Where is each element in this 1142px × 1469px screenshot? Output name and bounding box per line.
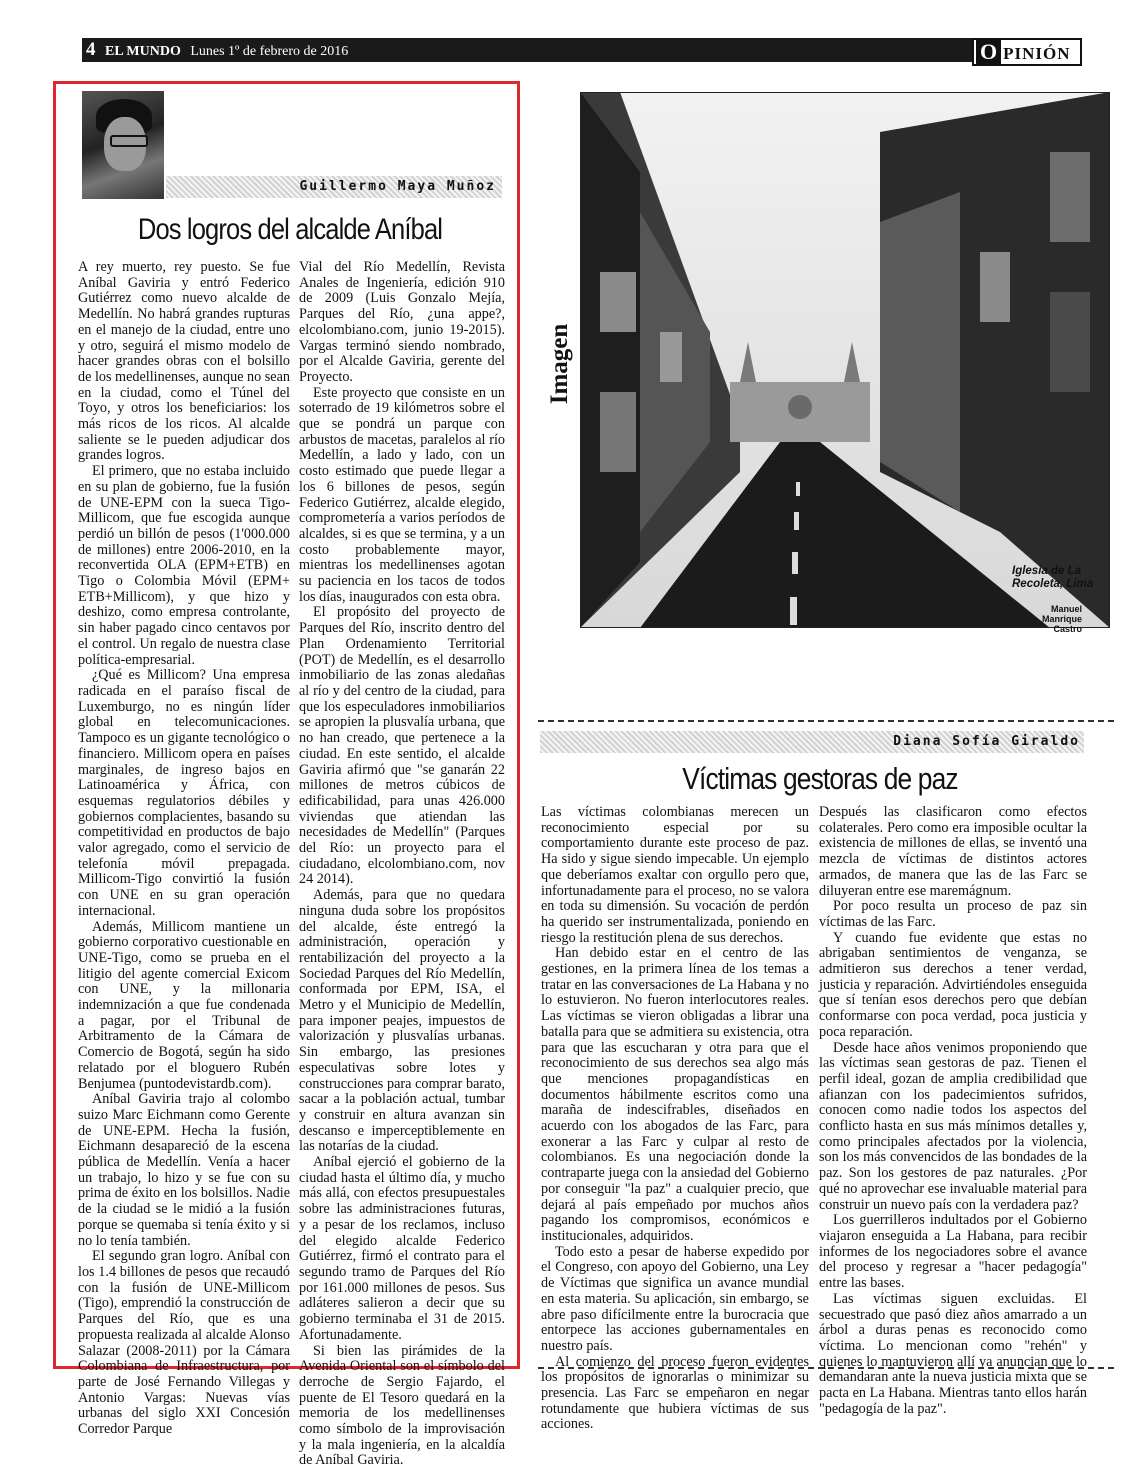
article-column [541, 805, 809, 1433]
paragraph: El segundo gran logro. Aníbal con los 1.4 billones de pesos que recaudó con la fusión de UNE-Millicom (Tigo), emprendió la construcción de Parques del Río, que es una propuesta realizada al alcalde Alonso Salazar (2008-2011) por la Cámara Colombiana de Infraestructura, por parte de José Fernando Villegas y Antonio Vargas: Nuevas vías urbanas del siglo XXI Concesión Corredor Parque [78, 1248, 290, 1438]
image-section-label [540, 310, 580, 420]
page-number: 4 [86, 39, 96, 60]
image-label-text: Imagen [546, 323, 573, 405]
paragraph: Las víctimas colombianas merecen un reconocimiento especial por su comportamiento durante este proceso de paz. Ha sido y sigue siendo impecable. Un ejemplo que deberíamos exaltar con orgullo pero que, infortunadamente para el proceso, no se valora en toda su dimensión. Su vocación de perdón ha querido ser instrumentalizada, poniendo en riesgo la restitución plena de sus derechos. [541, 804, 809, 946]
paragraph: Además, Millicom mantiene un gobierno corporativo cuestionable en UNE-Tigo, como se prueba en el litigio del agente comercial Exicom con UNE, y la millonaria indemnización a que fue condenada a pagar, por el Tribunal de Arbitramento de la Cámara de Comercio de Bogotá, según ha sido relatado por el bloguero Rubén Benjumea (puntodevistardb.com). [78, 918, 290, 1092]
paragraph: Y cuando fue evidente que estas no abrigaban sentimientos de venganza, se admitieron sus derechos a tener verdad, justicia y reparación. Advirtiéndoles enseguida que sí tenían esos derechos pero que debían conformarse con poca verdad, poca justicia y poca reparación. [819, 929, 1087, 1040]
paragraph: El primero, que no estaba incluido en su plan de gobierno, fue la fusión de UNE-EPM con la sueca Tigo-Millicom, que fue escogida aunque perdió un billón de pesos (1'000.000 de millones) entre 2006-2010, en la reconvertida OLA (EPM+ETB) en Tigo o Colombia Móvil (EPM+ ETB+Millicom), y que hizo y deshizo, como empresa controlante, sin haber pagado cinco centavos por el control. Un regalo de nuestra clase política-empresarial. [78, 463, 290, 668]
header-info [86, 40, 348, 62]
paragraph: Desde hace años venimos proponiendo que las víctimas sean gestoras de paz. Tienen el perfil ideal, gozan de amplia credibilidad que afianzan con los padecimientos sufridos, conocen como nadie todos los aspectos del conflicto hasta en sus más mínimos detalles y, como principales afectados por la violencia, son los más convencidos de las bondades de la paz. Son los gestores de paz naturales. ¿Por qué no aprovechar ese invaluable material para construir un nuevo país con la verdadera paz? [819, 1039, 1087, 1213]
paragraph: Aníbal ejerció el gobierno de la ciudad hasta el último día, y mucho más allá, con efectos presupuestales sobre las administraciones futuras, y a pesar de los reclamos, incluso del elegido alcalde Federico Gutiérrez, firmó el contrato para el segundo tramo de Parques del Río por 161.000 millones de pesos. Sus adláteres salieron a decir que su gobierno terminaba el 31 de 2015. Afortunadamente. [299, 1154, 505, 1343]
paragraph: Los guerrilleros indultados por el Gobierno viajaron enseguida a La Habana, para recibir informes de los negociadores sobre el avance del proceso y regresar a "hacer pedagogía" entre las bases. [819, 1212, 1087, 1292]
article-column [78, 260, 290, 1438]
divider [538, 720, 1114, 722]
street-photo [580, 92, 1110, 628]
article-column [299, 260, 505, 1469]
paragraph: Si bien las pirámides de la Avenida Oriental son el símbolo del derroche de Sergio Fajardo, el puente de El Tesoro quedará en la memoria de los medellinenses como símbolo de la improvisación y la mala ingeniería, en la alcaldía de Aníbal Gaviria. [299, 1342, 505, 1469]
paragraph: Por poco resulta un proceso de paz sin víctimas de las Farc. [819, 898, 1087, 930]
paragraph: El propósito del proyecto de Parques del Río, inscrito dentro del Plan Ordenamiento Territorial (POT) de Medellín, es el desarrollo inmobiliario de las zonas aledañas al río y del centro de la ciudad, para que los especuladores inmobiliarios se apropien la plusvalía urbana, que no han creado, que pertenece a la ciudad. En este sentido, el alcalde Gaviria afirmó que "se ganarán 22 millones de metros cúbicos de edificabilidad, para unas 426.000 viviendas que atiendan las necesidades de Medellín" (Parques del Río: un proyecto para el ciudadano, elcolombiano.com, nov 24 2014). [299, 604, 505, 888]
author-name: Guillermo Maya Muñoz [299, 179, 496, 194]
section-rest: PINIÓN [1003, 44, 1071, 63]
paragraph: Aníbal Gaviria trajo al colombo suizo Marc Eichmann como Gerente de UNE-EPM. Hecha la fusión, Eichmann desapareció de la escena pública de Medellín. Venía a hacer un trabajo, lo hizo y se fue con su prima de éxito en los bolsillos. Nadie de la ciudad se le midió a la fusión porque se quemaba si tenía éxito y si no lo tenía también. [78, 1091, 290, 1249]
photo-credit: Manuel Manrique Castro [1041, 604, 1082, 634]
paragraph: Al comienzo del proceso fueron evidentes los propósitos de ignorarlas o minimizar su presencia. Las Farc se empeñaron en negar rotundamente que hubiera víctimas de sus acciones. [541, 1353, 809, 1433]
paragraph: Han debido estar en el centro de las gestiones, en la primera línea de los temas a tratar en las conversaciones de La Habana y no lo estuvieron. No fueron interlocutores reales. Las víctimas se vieron obligadas a librar una batalla para que se admitiera su existencia, otra para que las escucharan y otra para que el reconocimiento de sus derechos sea algo más que menciones propagandísticas en documentos hábilmente escritos como una maraña de indescifrables, diseñados en acuerdo con los abogados de las Farc, para exonerar a las Farc y culpar al resto de colombianos. Es una negociación donde la contraparte juega con la ansiedad del Gobierno por conseguir "la paz" a cualquier precio, que dejará al país empeñado por muchos años pagando los compromisos, económicos e institucionales, adquiridos. [541, 945, 809, 1244]
article-column [819, 805, 1087, 1417]
paragraph: Este proyecto que consiste en un soterrado de 19 kilómetros sobre el que se pondrá un parque con arbustos de macetas, paralelos al río Medellín, a lado y lado, con un costo estimado que puede llegar a los 6 billones de pesos, según Federico Gutiérrez, alcalde elegido, comprometería a varios períodos de alcaldes, si es que se termina, y a un costo probablemente mayor, mientras los medellinenses agotan su paciencia en los tacos de todos los días, inaugurados con esta obra. [299, 384, 505, 605]
article-headline: Víctimas gestoras de paz [682, 761, 958, 796]
author-portrait [82, 91, 164, 199]
paragraph: ¿Qué es Millicom? Una empresa radicada en el paraíso fiscal de Luxemburgo, no es ningún líder global en telecomunicaciones. Tampoco es un gigante tecnológico o financiero. Millicom opera en países marginales, de ingreso bajos en Latinoamérica y África, con esquemas regulatorios débiles y gobiernos complacientes, basando su competitividad en productos de bajo valor agregado, como el servicio de telefonía móvil prepagada. Millicom-Tigo convirtió la fusión con UNE en su gran operación internacional. [78, 667, 290, 919]
paragraph: Todo esto a pesar de haberse expedido por el Congreso, con apoyo del Gobierno, una Ley de Víctimas que significa un avance mundial en esta materia. Su aplicación, sin embargo, se abre paso difícilmente entre la burocracia que entorpece las acciones gubernamentales en nuestro país. [541, 1243, 809, 1354]
paragraph: A rey muerto, rey puesto. Se fue Aníbal Gaviria y entró Federico Gutiérrez como nuevo alcalde de Medellín. No habrá grandes rupturas en el manejo de la ciudad, entre uno y otro, seguirá el mismo modelo de hacer grandes obras con el bolsillo de los medellinenses, aunque no sean en la ciudad, como el Túnel del Toyo, y otros los beneficiarios: los más ricos de los ricos. Al alcalde saliente se le pueden adjudicar dos grandes logros. [78, 259, 290, 464]
newspaper-name: EL MUNDO [105, 44, 181, 59]
author-name: Diana Sofía Giraldo [893, 734, 1080, 749]
divider [538, 1367, 1114, 1369]
issue-date: Lunes 1º de febrero de 2016 [190, 44, 349, 59]
photo-caption: Iglesia de La Recoleta, Lima [1012, 565, 1094, 590]
section-initial: O [976, 40, 1001, 64]
paragraph: Además, para que no quedara ninguna duda sobre los propósitos del alcalde, éste entregó la administración, operación y rentabilización del proyecto a la Sociedad Parques del Río Medellín, conformada por EPM, ISA, el Metro y el Municipio de Medellín, para imponer peajes, impuestos de valorización y plusvalías urbanas. Sin embargo, las presiones especulativas sobre lotes y construcciones para comprar barato, sacar a la población actual, tumbar y construir en altura avanzan sin descanso e imperceptiblemente en las notarías de la ciudad. [299, 887, 505, 1155]
article-headline: Dos logros del alcalde Aníbal [137, 213, 443, 246]
paragraph: Las víctimas siguen excluidas. El secuestrado que pasó diez años amarrado a un árbol a duras penas es reconocido como víctima. Lo mencionan como "rehén" y quienes lo mantuvieron allí ya anuncian que lo demandaran ante la nueva justicia mixta que se pacta en La Habana. Mientras tanto ellos harán "pedagogía de la paz". [819, 1290, 1087, 1417]
paragraph: Después las clasificaron como efectos colaterales. Pero como era imposible ocultar la existencia de millones de ellas, se inventó una mezcla de víctimas de distintos actores armados, de manera que las de las Farc se diluyeran entre ese maremágnum. [819, 804, 1087, 899]
section-title [972, 38, 1082, 66]
paragraph: Vial del Río Medellín, Revista Anales de Ingeniería, edición 910 de 2009 (Luis Gonzalo Mejía, Parques del Río, ¿una appe?, elcolombiano.com, junio 19-2015). Vargas terminó siendo nombrado, por el Alcalde Gaviria, gerente del Proyecto. [299, 259, 505, 385]
